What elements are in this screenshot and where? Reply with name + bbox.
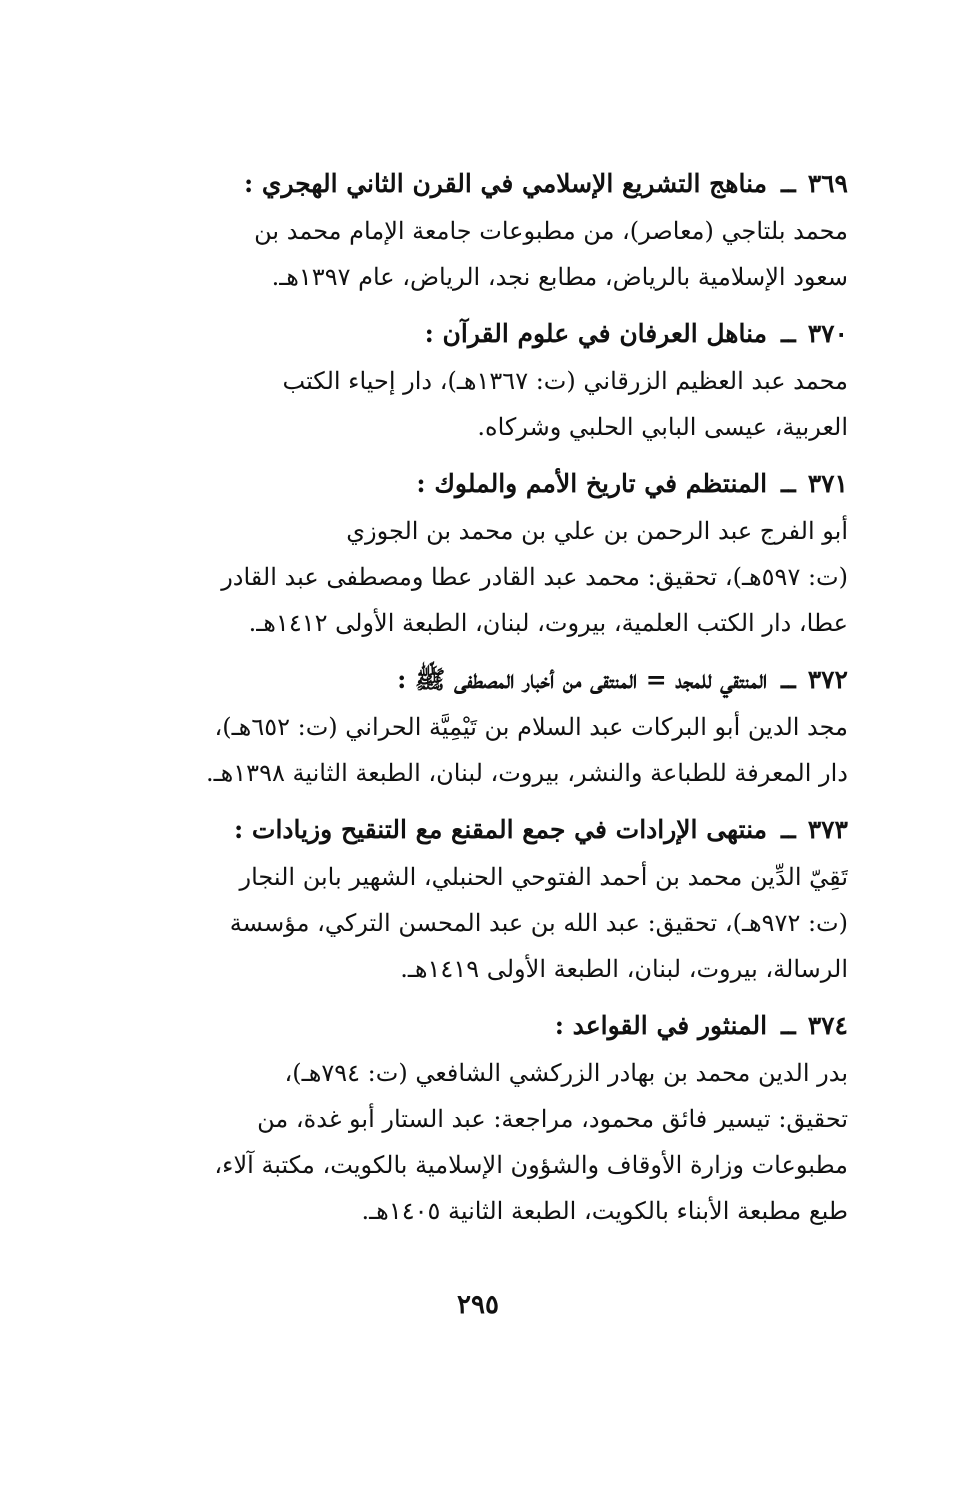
entry-line: تَقِيّ الدِّين محمد بن أحمد الفتوحي الحنبلي، الشهير بابن النجار: [239, 863, 848, 891]
entry-line: محمد عبد العظيم الزرقاني (ت: ١٣٦٧هـ)، دار إحياء الكتب: [282, 367, 848, 395]
entry-number: ٣٧٠: [807, 319, 848, 348]
entry-line: مطبوعات وزارة الأوقاف والشؤون الإسلامية بالكويت، مكتبة آلاء،: [214, 1151, 848, 1179]
entry-heading: [158, 460, 848, 508]
bibliography-entry-374: [158, 1002, 848, 1234]
entry-dash: ــ: [781, 665, 796, 694]
bibliography-entry-369: [158, 160, 848, 300]
entry-dash: ــ: [781, 319, 796, 348]
entry-body: [158, 1050, 848, 1234]
entry-heading: [158, 160, 848, 208]
entry-title: المنتظم في تاريخ الأمم والملوك :: [416, 469, 768, 498]
entry-number: ٣٦٩: [807, 169, 848, 198]
entry-number: ٣٧٣: [807, 815, 848, 844]
entry-heading: [158, 310, 848, 358]
entry-line: (ت: ٩٧٢هـ)، تحقيق: عبد الله بن عبد المحسن التركي، مؤسسة: [229, 909, 848, 937]
entry-title: المنثور في القواعد :: [554, 1011, 768, 1040]
entry-body: [158, 704, 848, 796]
entry-line: مجد الدين أبو البركات عبد السلام بن تَيْمِيَّة الحراني (ت: ٦٥٢هـ)،: [214, 713, 848, 741]
entry-body: [158, 508, 848, 646]
entry-line: تحقيق: تيسير فائق محمود، مراجعة: عبد الستار أبو غدة، من: [257, 1105, 848, 1133]
entry-line: طبع مطبعة الأبناء بالكويت، الطبعة الثانية ١٤٠٥هـ.: [361, 1197, 848, 1225]
bibliography-entry-371: [158, 460, 848, 646]
entry-title: مناهل العرفان في علوم القرآن :: [424, 319, 768, 348]
entry-dash: ــ: [781, 1011, 796, 1040]
entry-number: ٣٧٢: [807, 665, 848, 694]
entry-title: المنتقي للمجد = المنتقى من أخبار المصطفى ﷺ :: [397, 665, 768, 694]
entry-line: دار المعرفة للطباعة والنشر، بيروت، لبنان، الطبعة الثانية ١٣٩٨هـ.: [205, 759, 848, 787]
entry-line: أبو الفرج عبد الرحمن بن علي بن محمد بن الجوزي: [346, 517, 848, 545]
page-number: ٢٩٥: [457, 1290, 499, 1320]
entry-line: محمد بلتاجي (معاصر)، من مطبوعات جامعة الإمام محمد بن: [254, 217, 848, 245]
entry-title: منتهى الإرادات في جمع المقنع مع التنقيح وزيادات :: [233, 815, 768, 844]
entry-dash: ــ: [781, 469, 796, 498]
entry-body: [158, 854, 848, 992]
entry-line: (ت: ٥٩٧هـ)، تحقيق: محمد عبد القادر عطا ومصطفى عبد القادر: [221, 563, 848, 591]
entry-line: العربية، عيسى البابي الحلبي وشركاه.: [477, 413, 848, 441]
entry-heading: [158, 806, 848, 854]
entry-body: [158, 208, 848, 300]
entry-number: ٣٧٤: [807, 1011, 848, 1040]
entry-heading: [158, 656, 848, 704]
bibliography-entry-372: [158, 656, 848, 796]
bibliography-page: [158, 160, 848, 1244]
entry-dash: ــ: [781, 815, 796, 844]
entry-line: عطا، دار الكتب العلمية، بيروت، لبنان، الطبعة الأولى ١٤١٢هـ.: [248, 609, 848, 637]
bibliography-entry-373: [158, 806, 848, 992]
entry-body: [158, 358, 848, 450]
entry-line: الرسالة، بيروت، لبنان، الطبعة الأولى ١٤١٩هـ.: [400, 955, 848, 983]
bibliography-entry-370: [158, 310, 848, 450]
entry-line: بدر الدين محمد بن بهادر الزركشي الشافعي (ت: ٧٩٤هـ)،: [284, 1059, 848, 1087]
entry-heading: [158, 1002, 848, 1050]
entry-number: ٣٧١: [807, 469, 848, 498]
entry-dash: ــ: [781, 169, 796, 198]
entry-line: سعود الإسلامية بالرياض، مطابع نجد، الرياض، عام ١٣٩٧هـ.: [271, 263, 848, 291]
entry-title: مناهج التشريع الإسلامي في القرن الثاني الهجري :: [244, 169, 768, 198]
